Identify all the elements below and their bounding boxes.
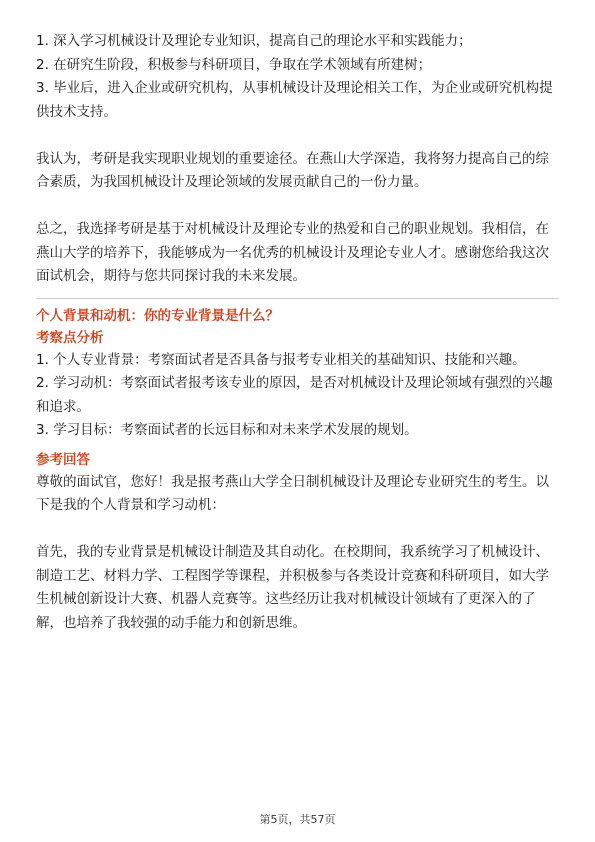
question-heading: 个人背景和动机：你的专业背景是什么？ bbox=[36, 307, 279, 324]
list-item: 2. 在研究生阶段，积极参与科研项目，争取在学术领域有所建树； bbox=[36, 56, 432, 73]
divider bbox=[36, 298, 559, 299]
paragraph: 总之，我选择考研是基于对机械设计及理论专业的热爱和自己的职业规划。我相信，在燕山大学的培养下，我能够成为一名优秀的机械设计及理论专业人才。感谢您给我这次面试机会，期待与您共同探讨我的未来发展。 bbox=[36, 221, 549, 284]
paragraph: 我认为，考研是我实现职业规划的重要途径。在燕山大学深造，我将努力提高自己的综合素质，为我国机械设计及理论领域的发展贡献自己的一份力量。 bbox=[36, 150, 549, 190]
page-content bbox=[36, 30, 559, 635]
list-item: 3. 学习目标：考察面试者的长远目标和对未来学术发展的规划。 bbox=[36, 422, 418, 438]
paragraph: 首先，我的专业背景是机械设计制造及其自动化。在校期间，我系统学习了机械设计、制造工艺、材料力学、工程图学等课程，并积极参与各类设计竞赛和科研项目，如大学生机械创新设计大赛、机器人竞赛等。这些经历让我对机械设计领域有了更深入的了解，也培养了我较强的动手能力和创新思维。 bbox=[36, 544, 549, 631]
list-item: 3. 毕业后，进入企业或研究机构，从事机械设计及理论相关工作，为企业或研究机构提供技术支持。 bbox=[36, 80, 553, 120]
list-item: 1. 深入学习机械设计及理论专业知识，提高自己的理论水平和实践能力； bbox=[36, 33, 472, 49]
analysis-heading: 考察点分析 bbox=[36, 329, 104, 346]
answer-heading: 参考回答 bbox=[36, 451, 90, 468]
page-number: 第5页，共57页 bbox=[259, 813, 336, 826]
paragraph: 尊敬的面试官，您好！我是报考燕山大学全日制机械设计及理论专业研究生的考生。以下是我的个人背景和学习动机： bbox=[36, 473, 549, 513]
list-item: 1. 个人专业背景：考察面试者是否具备与报考专业相关的基础知识、技能和兴趣。 bbox=[36, 351, 526, 368]
list-item: 2. 学习动机：考察面试者报考该专业的原因，是否对机械设计及理论领域有强烈的兴趣和追求。 bbox=[36, 375, 553, 415]
